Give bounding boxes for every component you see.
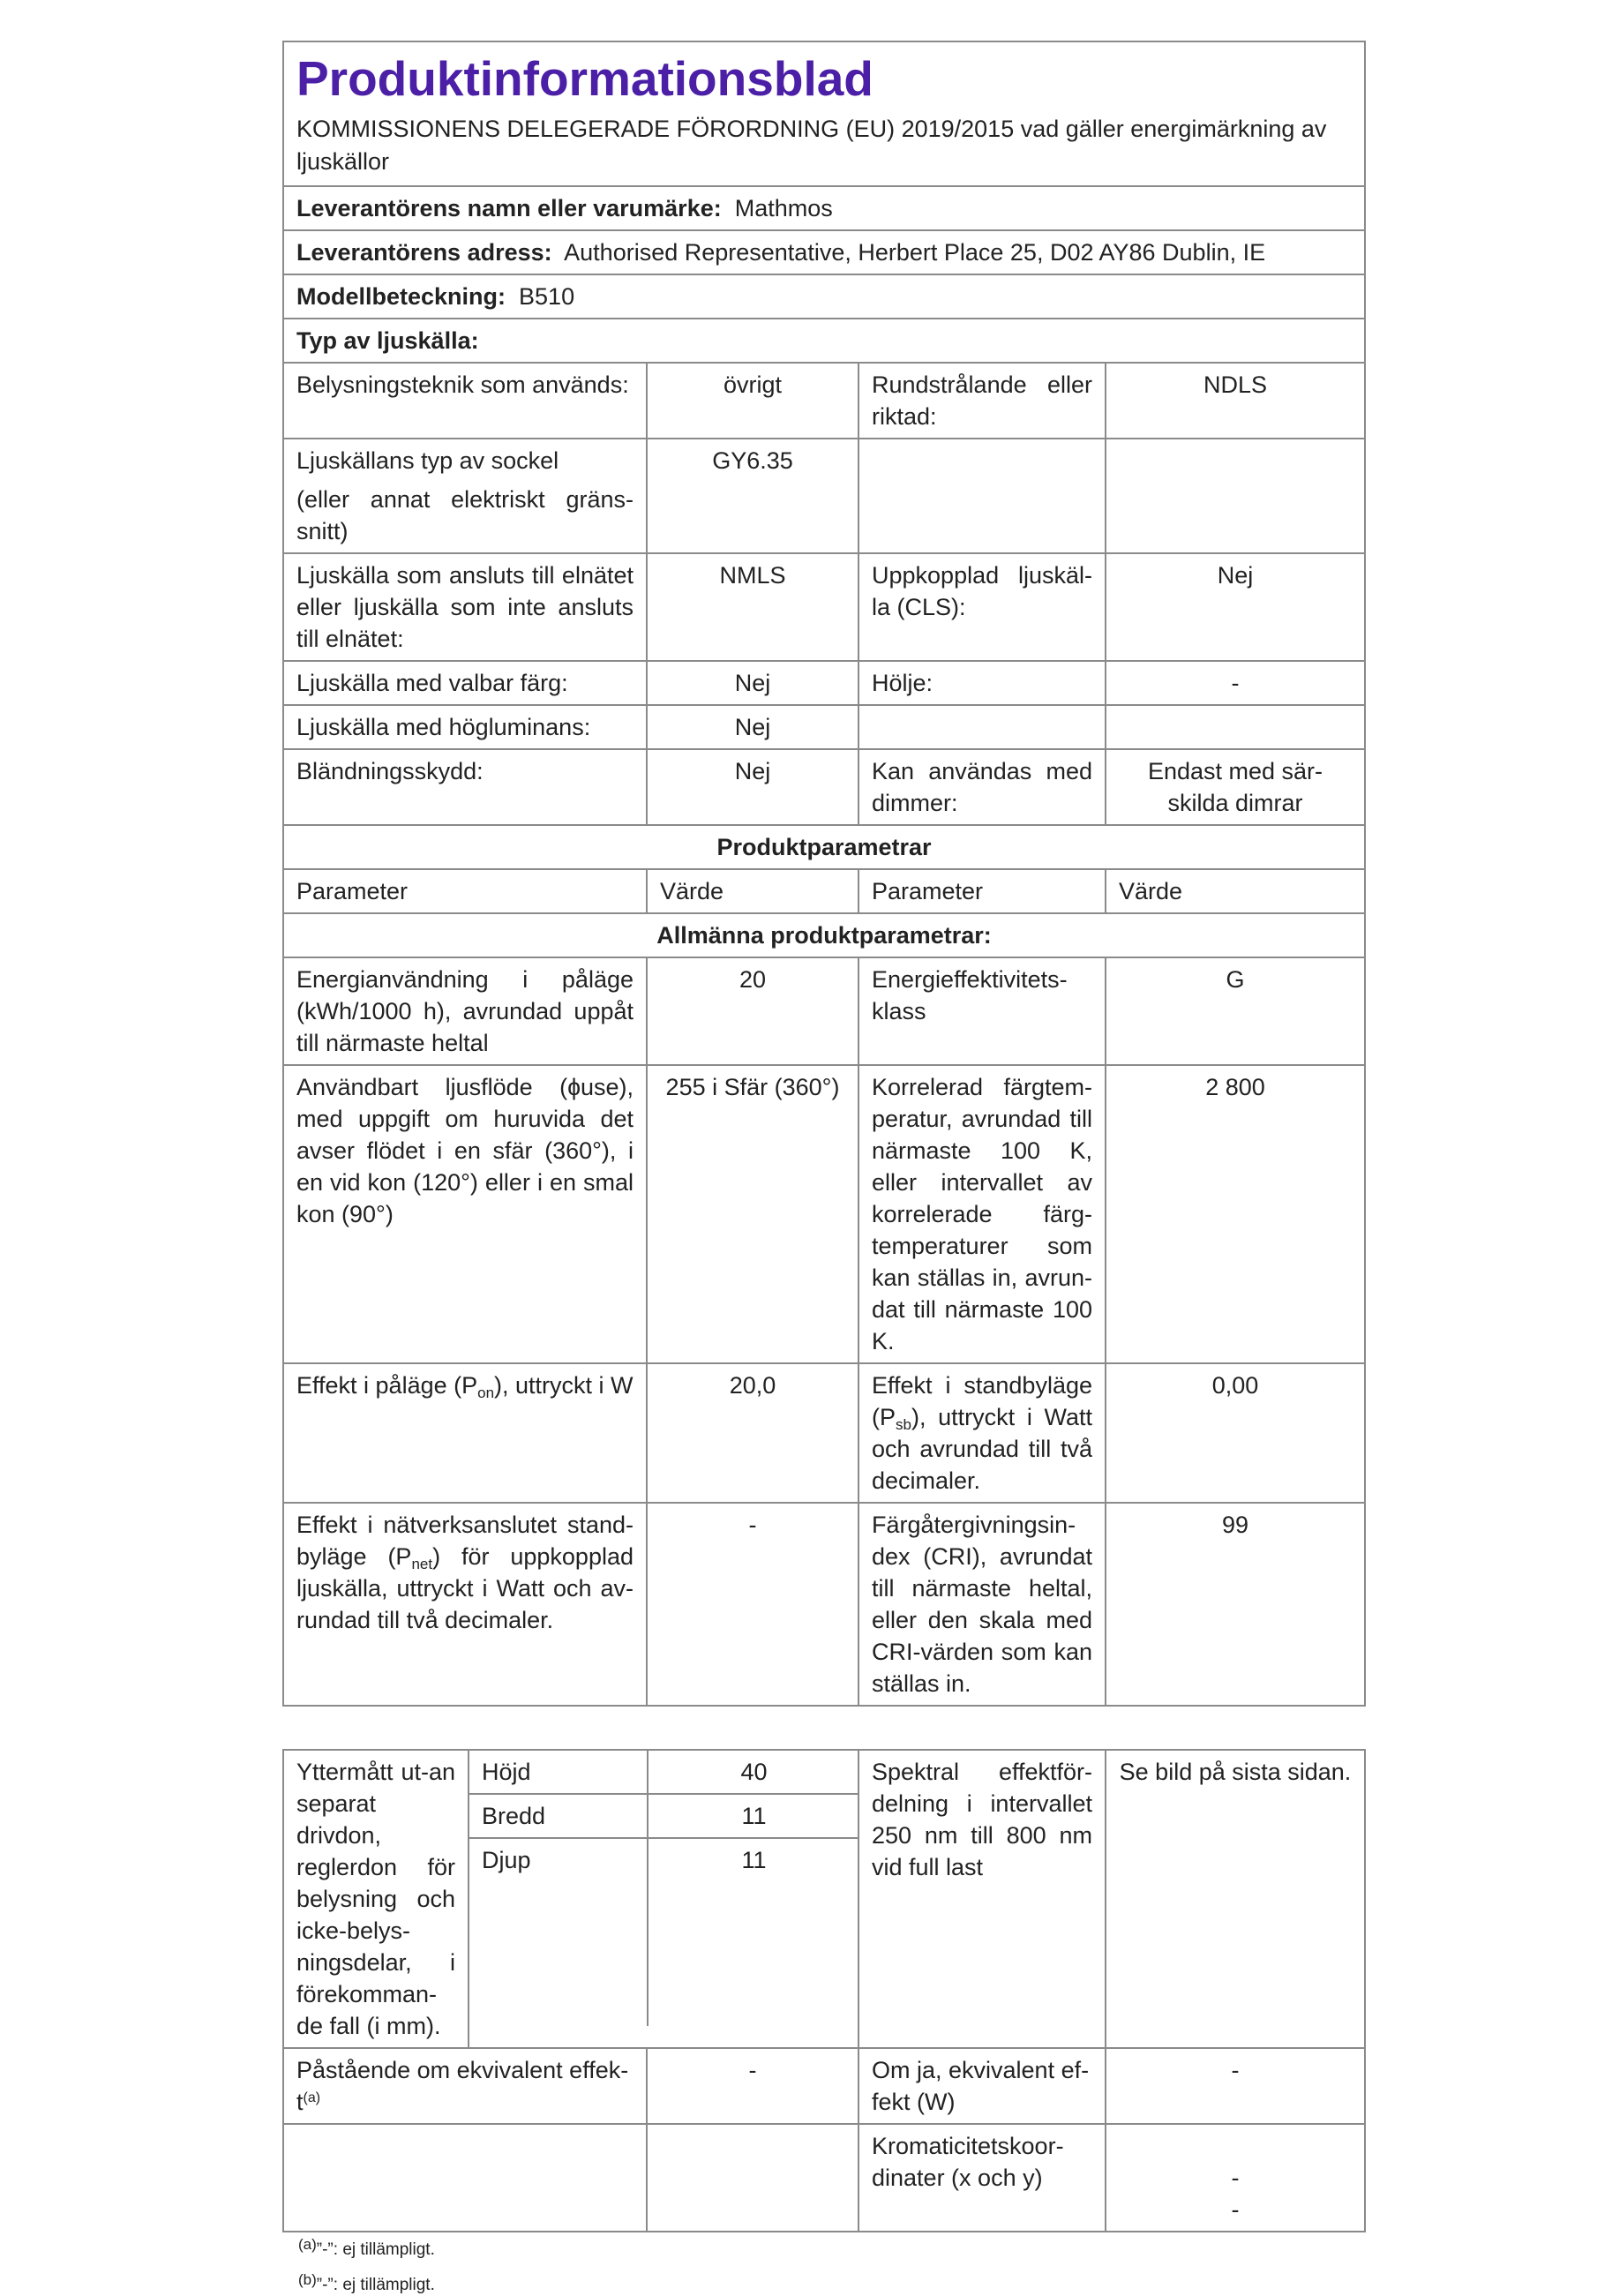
column-headers — [283, 869, 1365, 913]
cap-type-value: GY6.35 — [647, 439, 858, 553]
general-parameters-heading: Allmänna produktparametrar: — [283, 913, 1365, 957]
table-row — [283, 439, 1365, 553]
colour-tuneable-label: Ljuskälla med valbar färg: — [283, 661, 647, 705]
on-mode-power-label: Effekt i påläge $(P_{on})$, uttryckt i W — [283, 1363, 647, 1503]
energy-class-label: Energieffektivitets-klass — [858, 957, 1106, 1065]
colour-tuneable-value: Nej — [647, 661, 858, 705]
table-row — [283, 1065, 1365, 1363]
model-label: Modellbeteckning: — [296, 283, 506, 310]
depth-value: 11 — [741, 1847, 767, 1873]
luminous-flux-value: 255 i Sfär (360°) — [647, 1065, 858, 1363]
equivalent-power-claim-value: - — [647, 2048, 858, 2124]
directional-value: NDLS — [1106, 363, 1365, 439]
table-row — [283, 1503, 1365, 1706]
footnote: (a)”-”: ej tillämpligt. — [298, 2236, 435, 2259]
footnotes — [282, 2236, 1364, 2296]
equivalent-power-claim-label: Påstående om ekvivalent effek-$t^{(a)}$ — [283, 2048, 647, 2124]
width-value: 11 — [648, 1794, 859, 1838]
cls-label: Uppkopplad ljuskäl-la (CLS): — [858, 553, 1106, 661]
column-header: Parameter — [858, 869, 1106, 913]
mains-label: Ljuskälla som ansluts till elnätet eller ljuskälla som inte ansluts till elnätet: — [283, 553, 647, 661]
width-label: Bredd — [469, 1794, 648, 1838]
standby-power-label: Effekt i standbyläge $(P_{sb})$, uttryckt i Watt och avrundad till två decimaler. — [858, 1363, 1106, 1503]
cap-type-label: Ljuskällans typ av sockel (eller annat elektriskt gräns-snitt) — [283, 439, 647, 553]
table-row — [283, 553, 1365, 661]
table-row — [283, 2048, 1365, 2124]
anti-glare-label: Bländningsskydd: — [283, 749, 647, 825]
chromaticity-value: - - — [1106, 2124, 1365, 2232]
dimmable-label: Kan användas med dimmer: — [858, 749, 1106, 825]
directional-label: Rundstrålande eller riktad: — [858, 363, 1106, 439]
supplier-address-label: Leverantörens adress: — [296, 239, 552, 266]
spectral-label: Spektral effektför-delning i intervallet 250 nm till 800 nm vid full last — [858, 1750, 1106, 2048]
lighting-technology-label: Belysningsteknik som används: — [283, 363, 647, 439]
networked-standby-value: - — [647, 1503, 858, 1706]
mains-value: NMLS — [647, 553, 858, 661]
table-row — [283, 363, 1365, 439]
networked-standby-label: Effekt i nätverksanslutet stand-byläge $(P_{net})$ för uppkopplad ljuskälla, uttryckt i Watt och av-rundad till två decimaler. — [283, 1503, 647, 1706]
colour-temperature-label: Korrelerad färgtem-peratur, avrundad till närmaste 100 K, eller intervallet av korrelerade färg-temperaturer som kan ställas in, avrun-dat till närmaste 100 K. — [858, 1065, 1106, 1363]
model-row — [283, 274, 1365, 319]
column-header: Parameter — [283, 869, 647, 913]
depth-label: Djup — [469, 1838, 648, 2026]
equivalent-power-value: - — [1106, 2048, 1365, 2124]
on-mode-power-value: 20,0 — [647, 1363, 858, 1503]
cri-label: Färgåtergivningsin-dex (CRI), avrundat till närmaste heltal, eller den skala med CRI-värden som kan ställas in. — [858, 1503, 1106, 1706]
luminous-flux-label: Användbart ljusflöde (ɸuse), med uppgift om huruvida det avser flödet i en sfär (360°), i en vid kon (120°) eller i en smal kon (90°) — [283, 1065, 647, 1363]
energy-class-value: G — [1106, 957, 1365, 1065]
table-row — [283, 705, 1365, 749]
envelope-value: - — [1106, 661, 1365, 705]
model-value: B510 — [519, 283, 575, 310]
table-row — [283, 749, 1365, 825]
page-title: Produktinformationsblad — [296, 51, 873, 106]
energy-consumption-value: 20 — [647, 957, 858, 1065]
dimensions-table — [282, 1749, 1366, 2232]
table-row — [283, 1363, 1365, 1503]
footnote: (b)”-”: ej tillämpligt. — [298, 2271, 435, 2294]
table-row — [283, 2124, 1365, 2232]
height-value: 40 — [648, 1751, 859, 1794]
high-luminance-label: Ljuskälla med högluminans: — [283, 705, 647, 749]
cls-value: Nej — [1106, 553, 1365, 661]
lighting-technology-value: övrigt — [647, 363, 858, 439]
supplier-address-value: Authorised Representative, Herbert Place 25, D02 AY86 Dublin, IE — [564, 239, 1266, 266]
header-cell — [283, 41, 1365, 186]
envelope-label: Hölje: — [858, 661, 1106, 705]
spectral-value: Se bild på sista sidan. — [1106, 1750, 1365, 2048]
dimensions-label: Yttermått ut-an separat drivdon, reglerdon för belysning och icke-belys-ningsdelar, i förekomman-de fall (i mm). — [283, 1750, 469, 2048]
colour-temperature-value: 2 800 — [1106, 1065, 1365, 1363]
equivalent-power-label: Om ja, ekvivalent ef-fekt (W) — [858, 2048, 1106, 2124]
standby-power-value: 0,00 — [1106, 1363, 1365, 1503]
dimensions-values — [469, 1750, 858, 2048]
table-row — [283, 661, 1365, 705]
column-header: Värde — [647, 869, 858, 913]
anti-glare-value: Nej — [647, 749, 858, 825]
table-row — [283, 957, 1365, 1065]
main-table — [282, 41, 1366, 1707]
column-header: Värde — [1106, 869, 1365, 913]
light-source-type-heading: Typ av ljuskälla: — [283, 319, 1365, 363]
supplier-name-label: Leverantörens namn eller varumärke: — [296, 195, 722, 221]
supplier-name-value: Mathmos — [734, 195, 833, 221]
regulation-text: KOMMISSIONENS DELEGERADE FÖRORDNING (EU) 2019/2015 vad gäller energimärkning av ljuskällor — [296, 116, 1327, 175]
product-parameters-heading: Produktparametrar — [283, 825, 1365, 869]
table-row — [283, 1750, 1365, 2048]
high-luminance-value: Nej — [647, 705, 858, 749]
supplier-address-row — [283, 230, 1365, 274]
chromaticity-label: Kromaticitetskoor-dinater (x och y) — [858, 2124, 1106, 2232]
energy-consumption-label: Energianvändning i påläge (kWh/1000 h), avrundad uppåt till närmaste heltal — [283, 957, 647, 1065]
supplier-name-row — [283, 186, 1365, 230]
dimmable-value: Endast med sär-skilda dimrar — [1106, 749, 1365, 825]
height-label: Höjd — [469, 1751, 648, 1794]
product-information-sheet — [282, 41, 1364, 2296]
cri-value: 99 — [1106, 1503, 1365, 1706]
